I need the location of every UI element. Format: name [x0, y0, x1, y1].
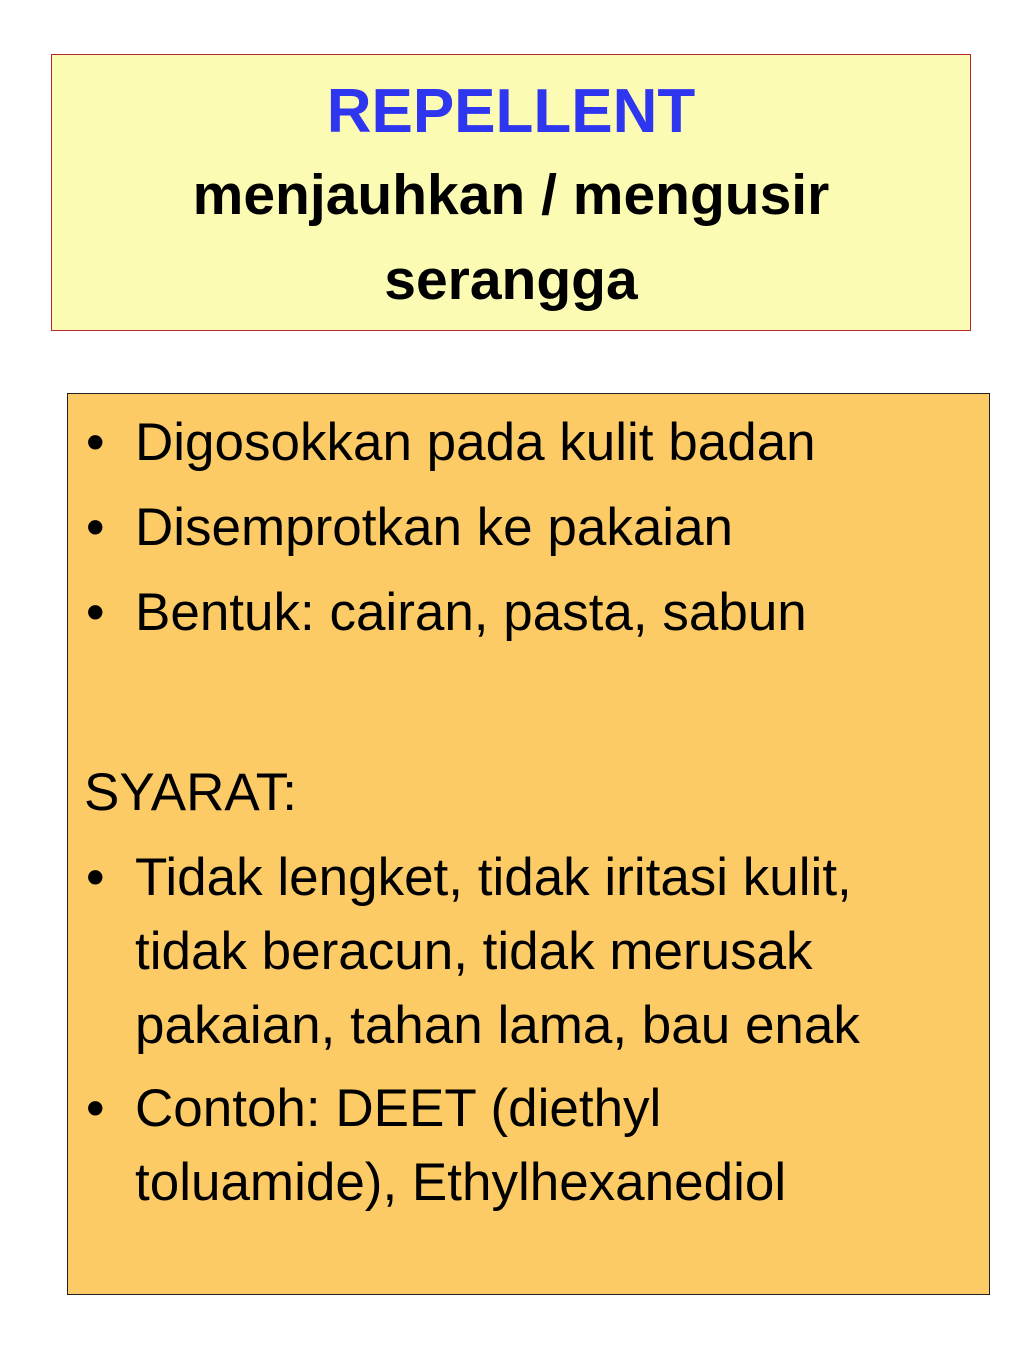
bullet-text: Bentuk: cairan, pasta, sabun [135, 583, 807, 642]
bullet-icon: • [86, 583, 105, 642]
title-box [51, 54, 971, 331]
bullet-icon: • [86, 848, 105, 907]
section-heading: SYARAT: [84, 763, 298, 822]
bullet-text [135, 841, 969, 1063]
bullet-text-line: Tidak lengket, tidak iritasi kulit, [135, 848, 852, 907]
bullet-text-line: Contoh: DEET (diethyl [135, 1079, 662, 1138]
bullet-icon: • [86, 498, 105, 557]
slide-title: REPELLENT [326, 77, 696, 146]
bullet-text: Disemprotkan ke pakaian [135, 498, 734, 557]
bullet-text-line: tidak beracun, tidak merusak [135, 922, 813, 981]
slide-subtitle [52, 153, 970, 323]
subtitle-line: menjauhkan / mengusir [192, 163, 830, 227]
content-box [67, 393, 990, 1295]
bullet-text [135, 1072, 969, 1220]
bullet-icon: • [86, 413, 105, 472]
bullet-text-line: toluamide), Ethylhexanediol [135, 1153, 787, 1212]
bullet-icon: • [86, 1079, 105, 1138]
bullet-text: Digosokkan pada kulit badan [135, 413, 816, 472]
subtitle-line: serangga [384, 248, 638, 312]
bullet-text-line: pakaian, tahan lama, bau enak [135, 996, 860, 1055]
